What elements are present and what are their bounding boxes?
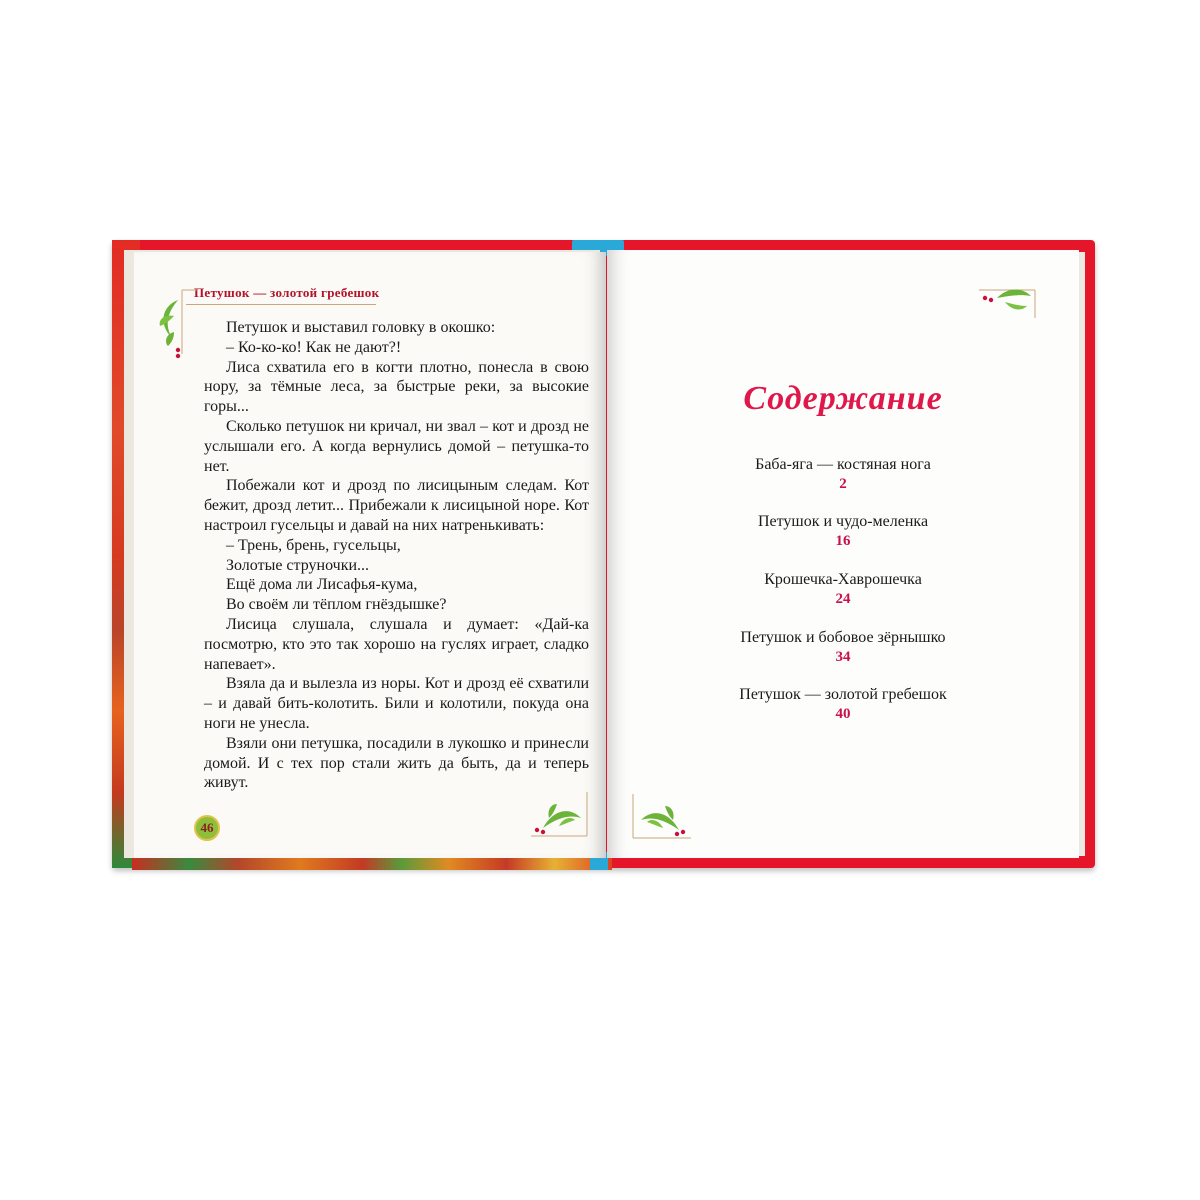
verse-line: – Трень, брень, гусельцы, [226, 536, 401, 554]
verse-line: Во своём ли тёплом гнёздышке? [226, 596, 447, 614]
page-edges [1079, 252, 1085, 856]
leaf-ornament-icon [529, 788, 601, 848]
toc-entry[interactable] [607, 686, 1079, 723]
toc-entry[interactable] [607, 456, 1079, 493]
toc-entry-title: Крошечка-Хаврошечка [764, 571, 922, 588]
toc-entry-page: 2 [839, 476, 847, 492]
left-page [134, 252, 606, 858]
running-head: Петушок — золотой гребешок [194, 285, 380, 300]
toc-entry-page: 16 [835, 533, 851, 549]
open-book [112, 240, 1095, 870]
verse-line: Золотые струночки... [226, 556, 370, 574]
paragraph: Взяла да и вылезла из норы. Кот и дрозд её схватили – и давай бить-колотить. Били и колотили, покуда она ноги не унесла. [204, 675, 589, 732]
running-head-rule [186, 304, 376, 305]
toc-entry-title: Петушок — золотой гребешок [739, 686, 947, 703]
leaf-ornament-icon [975, 284, 1047, 320]
paragraph: Побежали кот и дрозд по лисицыным следам. Кот бежит, дрозд летит... Прибежали к лисицыной норе. Кот настроил гусельцы и давай на них натренькивать: [204, 477, 589, 534]
toc-entry-page: 34 [835, 649, 851, 665]
toc-entry-title: Баба-яга — костяная нога [755, 456, 931, 473]
paragraph: Взяли они петушка, посадили в лукошко и принесли домой. И с тех пор стали жить да быть, да и теперь живут. [204, 734, 589, 792]
paragraph: Лиса схватила его в когти плотно, понесла в свою нору, за тёмные леса, за быстрые реки, за высокие горы... [204, 358, 589, 416]
toc-entry[interactable] [607, 571, 1079, 608]
toc-entry-page: 40 [835, 706, 851, 722]
toc-entry-title: Петушок и бобовое зёрнышко [740, 629, 946, 646]
toc-entry[interactable] [607, 629, 1079, 666]
page-number-badge: 46 [194, 815, 220, 841]
paragraph: Лисица слушала, слушала и думает: «Дай-ка посмотрю, кто это так хорошо на гуслях играет, сладко напевает». [204, 615, 589, 673]
right-page [607, 250, 1079, 858]
verse-line: Ещё дома ли Лисафья-кума, [226, 576, 418, 594]
toc-entry-title: Петушок и чудо-меленка [757, 513, 929, 530]
leaf-ornament-icon [152, 276, 200, 366]
leaf-ornament-icon [621, 790, 693, 850]
story-text [204, 318, 589, 793]
toc-entry-page: 24 [835, 591, 851, 607]
toc-entry[interactable] [607, 513, 1079, 550]
paragraph: Сколько петушок ни кричал, ни звал – кот и дрозд не услышали его. А когда вернулись домой – петушка-то нет. [204, 417, 589, 475]
paragraph: Петушок и выставил головку в окошко: [226, 319, 496, 336]
paragraph: – Ко-ко-ко! Как не дают?! [226, 338, 402, 356]
contents-title: Содержание [743, 380, 943, 417]
